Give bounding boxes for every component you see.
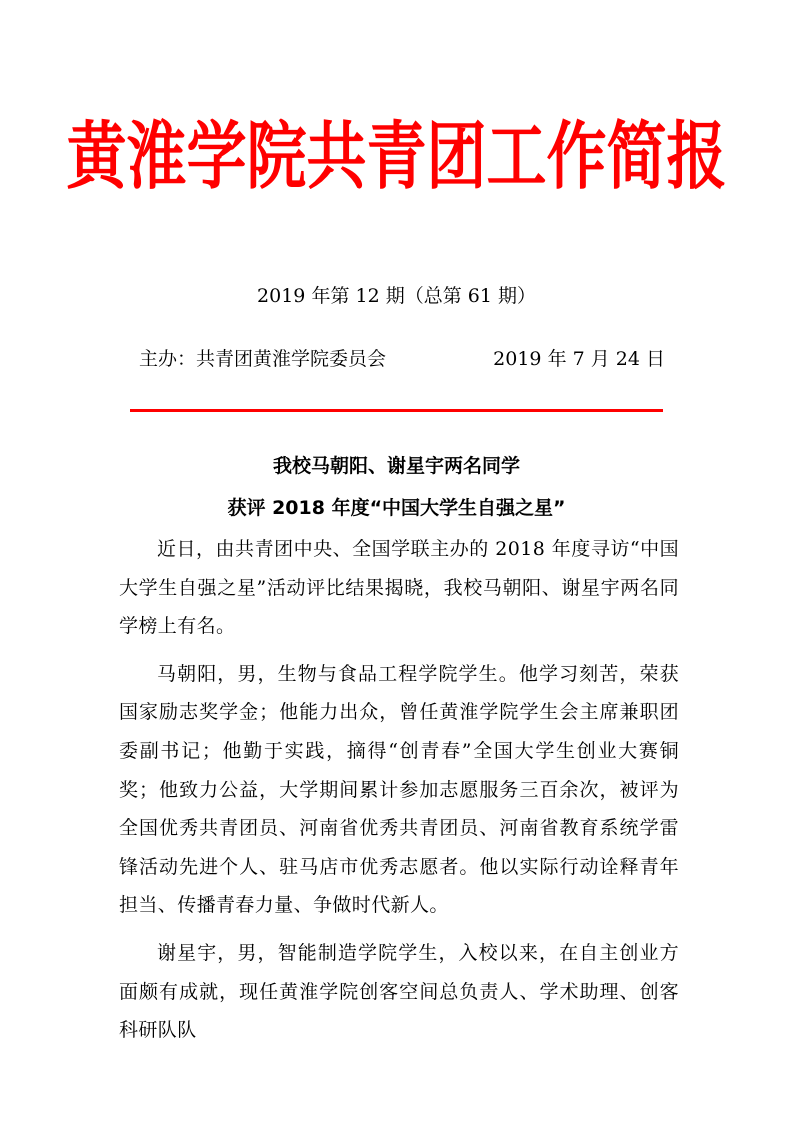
article-headline-line2: 获评 2018 年度“中国大学生自强之星” bbox=[227, 497, 566, 519]
article-paragraph: 马朝阳，男，生物与食品工程学院学生。他学习刻苦，荣获国家励志奖学金；他能力出众，曾任黄淮学院学生会主席兼职团委副书记；他勤于实践，摘得“创青春”全国大学生创业大赛铜奖；他致力公益，大学期间累计参加志愿服务三百余次，被评为全国优秀共青团员、河南省优秀共青团员、河南省教育系统学雷锋活动先进个人、驻马店市优秀志愿者。他以实际行动诠释青年担当、传播青春力量、争做时代新人。 bbox=[119, 662, 679, 917]
sponsor-row bbox=[139, 345, 665, 373]
article-paragraph: 近日，由共青团中央、全国学联主办的 2018 年度寻访“中国大学生自强之星”活动评比结果揭晓，我校马朝阳、谢星宇两名同学榜上有名。 bbox=[119, 538, 679, 638]
article-body bbox=[119, 530, 679, 1059]
masthead-title: 黄淮学院共青团工作简报 bbox=[66, 114, 727, 200]
article-headline-line1: 我校马朝阳、谢星宇两名同学 bbox=[272, 455, 520, 477]
issue-number: 2019 年第 12 期（总第 61 期） bbox=[257, 285, 536, 307]
article-paragraph: 谢星宇，男，智能制造学院学生，入校以来，在自主创业方面颇有成就，现任黄淮学院创客空间总负责人、学术助理、创客科研队队 bbox=[119, 941, 679, 1042]
sponsor-text: 主办：共青团黄淮学院委员会 bbox=[139, 348, 387, 370]
red-divider bbox=[130, 409, 663, 412]
publication-date: 2019 年 7 月 24 日 bbox=[493, 348, 665, 370]
